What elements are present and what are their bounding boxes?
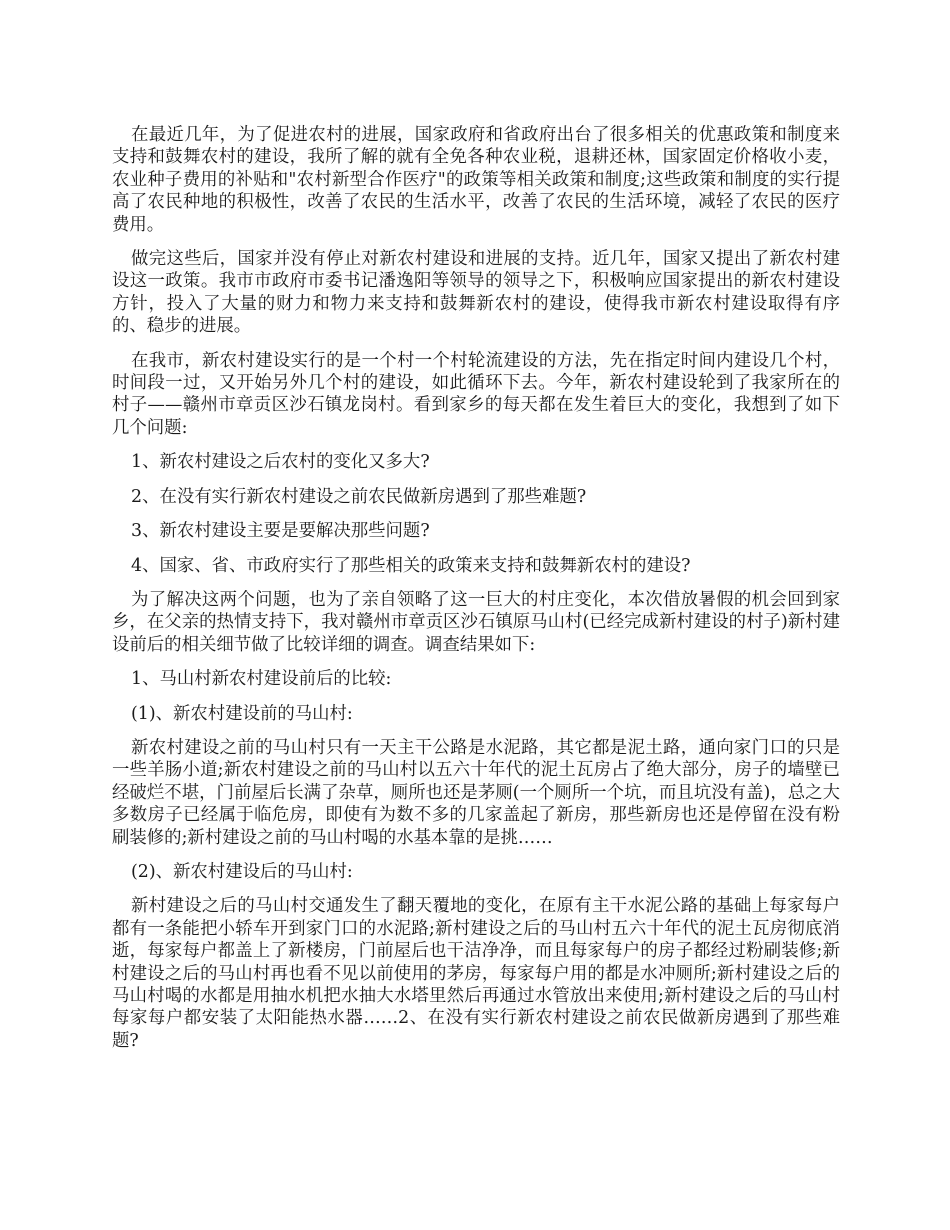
paragraph: 在最近几年，为了促进农村的进展，国家政府和省政府出台了很多相关的优惠政策和制度来支持和鼓舞农村的建设，我所了解的就有全免各种农业税，退耕还林，国家固定价格收小麦，农业种子费用的补贴和"农村新型合作医疗"的政策等相关政策和制度;这些政策和制度的实行提高了农民种地的积极性，改善了农民的生活水平，改善了农民的生活环境，减轻了农民的医疗费用。 xyxy=(112,125,840,235)
paragraph: 在我市，新农村建设实行的是一个村一个村轮流建设的方法，先在指定时间内建设几个村，时间段一过，又开始另外几个村的建设，如此循环下去。今年，新农村建设轮到了我家所在的村子——赣州市章贡区沙石镇龙岗村。看到家乡的每天都在发生着巨大的变化，我想到了如下几个问题: xyxy=(112,350,840,438)
paragraph: 做完这些后，国家并没有停止对新农村建设和进展的支持。近几年，国家又提出了新农村建设这一政策。我市市政府市委书记潘逸阳等领导的领导之下，积极响应国家提出的新农村建设方针，投入了大量的财力和物力来支持和鼓舞新农村的建设，使得我市新农村建设取得有序的、稳步的进展。 xyxy=(112,249,840,337)
question-item: 4、国家、省、市政府实行了那些相关的政策来支持和鼓舞新农村的建设? xyxy=(131,555,691,576)
document-body xyxy=(112,124,840,1064)
paragraph: 新村建设之后的马山村交通发生了翻天覆地的变化，在原有主干水泥公路的基础上每家每户都有一条能把小轿车开到家门口的水泥路;新村建设之后的马山村五六十年代的泥土瓦房彻底消逝，每家每户都盖上了新楼房，门前屋后也干洁净净，而且每家每户的房子都经过粉刷装修;新村建设之后的马山村再也看不见以前使用的茅房，每家每户用的都是水冲厕所;新村建设之后的马山村喝的水都是用抽水机把水抽大水塔里然后再通过水管放出来使用;新村建设之后的马山村每家每户都安装了太阳能热水器……2、在没有实行新农村建设之前农民做新房遇到了那些难题? xyxy=(112,896,840,1051)
question-item: 3、新农村建设主要是要解决那些问题? xyxy=(131,521,430,542)
subsection-heading: (1)、新农村建设前的马山村: xyxy=(131,703,353,724)
subsection-heading: (2)、新农村建设后的马山村: xyxy=(131,861,353,882)
paragraph: 为了解决这两个问题，也为了亲自领略了这一巨大的村庄变化，本次借放暑假的机会回到家乡，在父亲的热情支持下，我对赣州市章贡区沙石镇原马山村(已经完成新村建设的村子)新村建设前后的相关细节做了比较详细的调查。调查结果如下: xyxy=(112,589,840,655)
question-item: 2、在没有实行新农村建设之前农民做新房遇到了那些难题? xyxy=(131,486,587,507)
paragraph: 新农村建设之前的马山村只有一天主干公路是水泥路，其它都是泥土路，通向家门口的只是一些羊肠小道;新农村建设之前的马山村以五六十年代的泥土瓦房占了绝大部分，房子的墙壁已经破烂不堪，门前屋后长满了杂草，厕所也还是茅厕(一个厕所一个坑，而且坑没有盖)，总之大多数房子已经属于临危房，即使有为数不多的几家盖起了新房，那些新房也还是停留在没有粉刷装修的;新村建设之前的马山村喝的水基本靠的是挑…… xyxy=(112,737,840,848)
section-heading: 1、马山村新农村建设前后的比较: xyxy=(131,669,392,690)
question-item: 1、新农村建设之后农村的变化又多大? xyxy=(131,452,430,473)
